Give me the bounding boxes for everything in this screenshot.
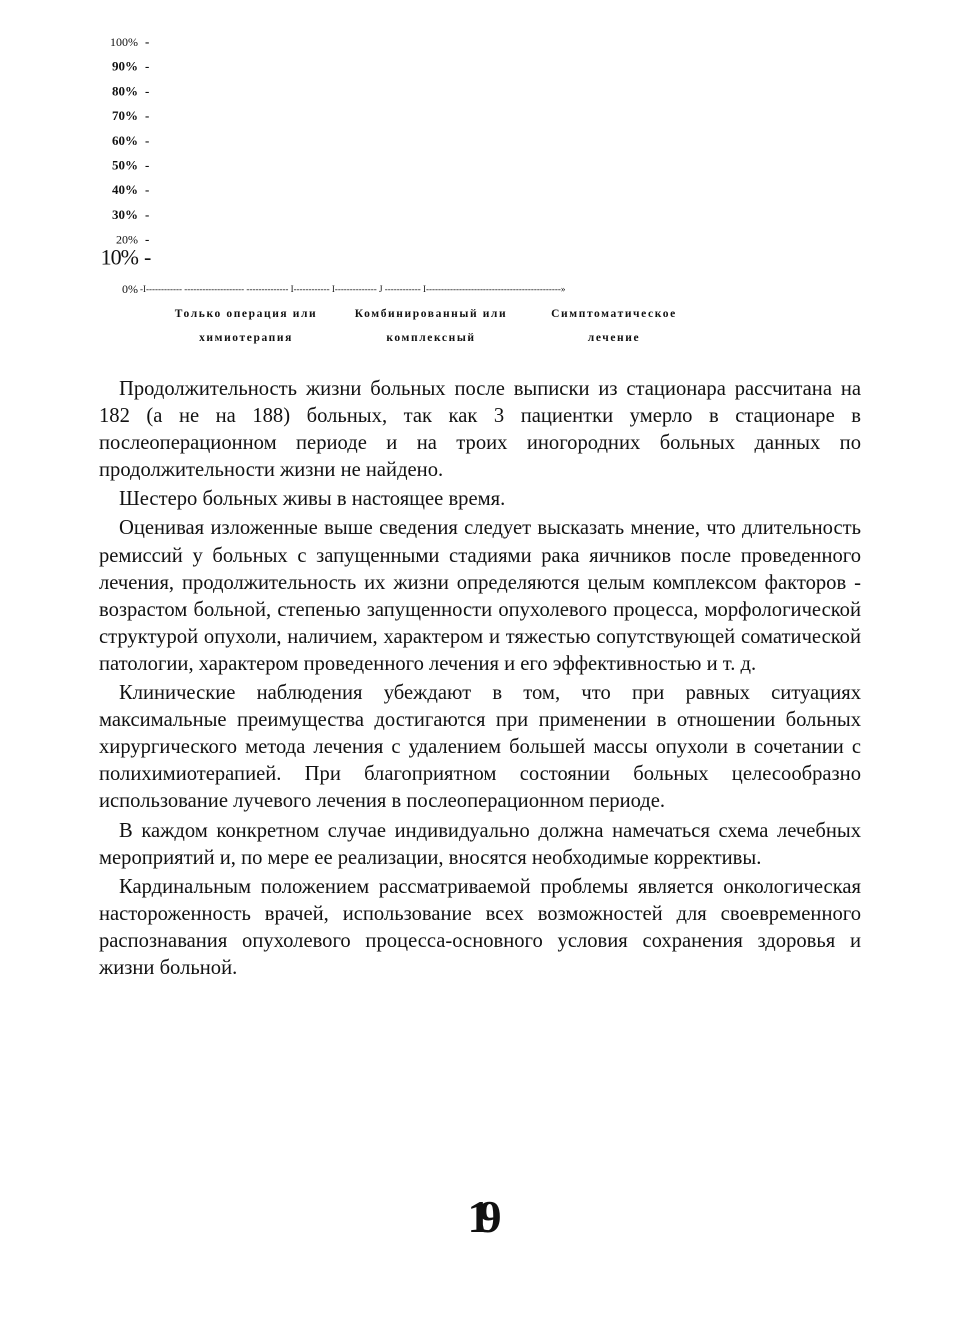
y-tick-label: 60% bbox=[112, 132, 138, 148]
y-tick-mark: - bbox=[145, 182, 150, 198]
y-tick-mark: - bbox=[145, 206, 150, 222]
y-tick-label: 90% bbox=[112, 58, 138, 74]
y-tick-label: 50% bbox=[112, 157, 138, 173]
y-tick-label: 40% bbox=[112, 182, 138, 198]
y-tick-mark: - bbox=[145, 83, 150, 99]
y-tick-label: 0% bbox=[122, 282, 138, 296]
x-category-label: Только операция или bbox=[174, 308, 318, 320]
x-axis-categories bbox=[175, 308, 677, 344]
paragraph: Кардинальным положением рассматриваемой проблемы является онкологическая настороженность врачей, использование всех возможностей для своевременного распознавания опухолевого процесса-основного условия сохранения здоровья и жизни больной. bbox=[99, 875, 861, 979]
y-tick-mark: - bbox=[145, 108, 150, 124]
x-category-label: химиотерапия bbox=[199, 332, 293, 344]
y-tick-label: 10% bbox=[100, 244, 138, 270]
x-category-label: комплексный bbox=[386, 332, 476, 344]
page-number: 19 bbox=[467, 1191, 490, 1242]
x-category-label: лечение bbox=[587, 332, 641, 344]
y-tick-label: 20% bbox=[116, 232, 138, 247]
y-tick-mark: - bbox=[145, 157, 150, 173]
y-tick-mark: - bbox=[145, 34, 150, 49]
x-category-label: Комбинированный или bbox=[354, 308, 508, 320]
y-tick-label: 30% bbox=[112, 206, 138, 222]
x-category-label: Симптоматическое bbox=[551, 308, 677, 320]
y-tick-label: 100% bbox=[110, 35, 138, 49]
y-axis-ticks bbox=[101, 34, 151, 296]
paragraph: Продолжительность жизни больных после выписки из стационара рассчитана на 182 (а не на 188) больных, так как 3 пациентки умерло в стационаре в послеоперационном периоде и на троих иногородних больных данных по продолжительности жизни не найдено. bbox=[99, 378, 861, 482]
paragraph: Клинические наблюдения убеждают в том, что при равных ситуациях максимальные преимущества достигаются при применении в отношении больных хирургического метода лечения с удалением большей массы опухоли в сочетании с полихимиотерапией. При благоприятном состоянии больных целесообразно использование лучевого лечения в послеоперационном периоде. bbox=[99, 682, 861, 813]
paragraph: Оценивая изложенные выше сведения следует высказать мнение, что длительность ремиссий у больных с запущенными стадиями рака яичников после проведенного лечения, продолжительность их жизни определяются целым комплексом факторов - возрастом больной, степенью запущенности опухолевого процесса, морфологической структурой опухоли, наличием, характером и тяжестью сопутствующей соматической патологии, характером проведенного лечения и его эффективностью и т. д. bbox=[99, 517, 861, 675]
y-tick-label: 80% bbox=[112, 83, 138, 99]
y-tick-mark: - bbox=[144, 244, 151, 270]
x-axis-line: -I------------ -------------------- -------------- I------------ I-------------- J ------------ I---------------------------------------------» bbox=[140, 284, 566, 294]
y-tick-mark: - bbox=[145, 132, 150, 148]
paragraph: В каждом конкретном случае индивидуально должна намечаться схема лечебных мероприятий и, по мере ее реализации, вносятся необходимые коррективы. bbox=[99, 819, 861, 869]
y-tick-mark: - bbox=[145, 231, 150, 247]
paragraph: Шестеро больных живы в настоящее время. bbox=[119, 488, 506, 511]
bar-chart bbox=[0, 0, 957, 360]
y-tick-label: 70% bbox=[112, 108, 138, 124]
y-tick-mark: - bbox=[145, 58, 150, 74]
body-text bbox=[99, 376, 861, 984]
